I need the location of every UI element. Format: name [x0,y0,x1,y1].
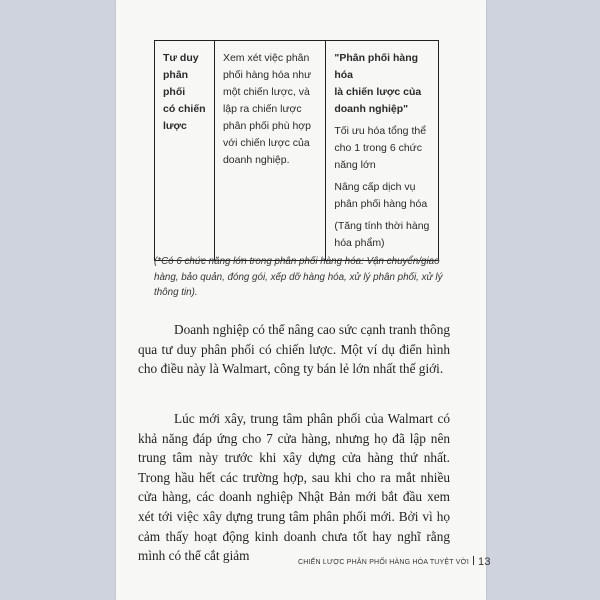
table-cell-line: cho 1 trong 6 chức [334,142,422,154]
book-title: CHIẾN LƯỢC PHÂN PHỐI HÀNG HÓA TUYỆT VỜI [298,559,469,566]
page-number: 13 [478,556,491,568]
table-cell-line: lược [163,120,187,132]
table-cell-line: là chiến lược của [334,86,422,98]
table-cell-label [155,41,215,261]
table-cell-line: phân phối [163,69,189,98]
running-footer [298,556,491,568]
table-cell-line: "Phân phối hàng hóa [334,52,419,81]
table-cell-line: lập ra chiến lược [222,103,302,115]
table-cell-line: Tư duy [163,52,199,64]
table-cell-line: Xem xét việc phân [222,52,310,64]
table-cell-line: Nâng cấp dịch vụ [334,181,416,193]
table-cell-line: một chiến lược, và [222,86,310,98]
table-cell-line: (Tăng tính thời hàng [334,220,430,232]
table-cell-line: doanh nghiệp" [334,103,409,115]
table-footnote: (*Có 6 chức năng lớn trong phân phối hàng hóa: Vận chuyển/giao hàng, bảo quản, đóng gói, xếp dỡ hàng hóa, xử lý phân phối, xử lý thông tin). [154,256,443,298]
detail-point [334,218,432,252]
footer-divider [473,556,474,565]
table-cell-description [214,41,325,261]
table-cell-line: Tối ưu hóa tổng thể [334,125,427,137]
body-paragraph: Lúc mới xây, trung tâm phân phối của Walmart có khả năng đáp ứng cho 7 cửa hàng, nhưng họ đã lập nên trung tâm này trước khi xây dựng cửa hàng thứ nhất. Trong hầu hết các trường hợp, sau khi cho ra mắt nhiều cửa hàng, các doanh nghiệp Nhật Bản mới bắt đầu xem xét tới việc xây dựng trung tâm phân phối mới. Bởi vì họ cảm thấy hoạt động kinh doanh chưa tốt hay nghĩ rằng mình có thể cắt giảm [138,411,450,564]
table-row [155,41,439,261]
table-cell-line: hóa phẩm) [334,237,385,249]
detail-title [334,50,432,118]
book-page [116,0,491,600]
comparison-table [154,40,439,261]
body-paragraph: Doanh nghiệp có thể nâng cao sức cạnh tranh thông qua tư duy phân phối có chiến lược. Một ví dụ điển hình cho điều này là Walmart, công ty bán lẻ lớn nhất thế giới. [138,322,450,377]
table-cell-line: phân phối hàng hóa [334,198,428,210]
table-cell-line: doanh nghiệp. [222,154,290,166]
table-cell-line: phân phối phù hợp [222,120,312,132]
table-cell-line: phối hàng hóa như [222,69,312,81]
table-cell-line: có chiến [163,103,206,115]
table-cell-line: với chiến lược của [222,137,310,149]
detail-point [334,179,432,213]
table-cell-line: năng lớn [334,159,376,171]
table-cell-detail [326,41,439,261]
detail-point [334,123,432,174]
